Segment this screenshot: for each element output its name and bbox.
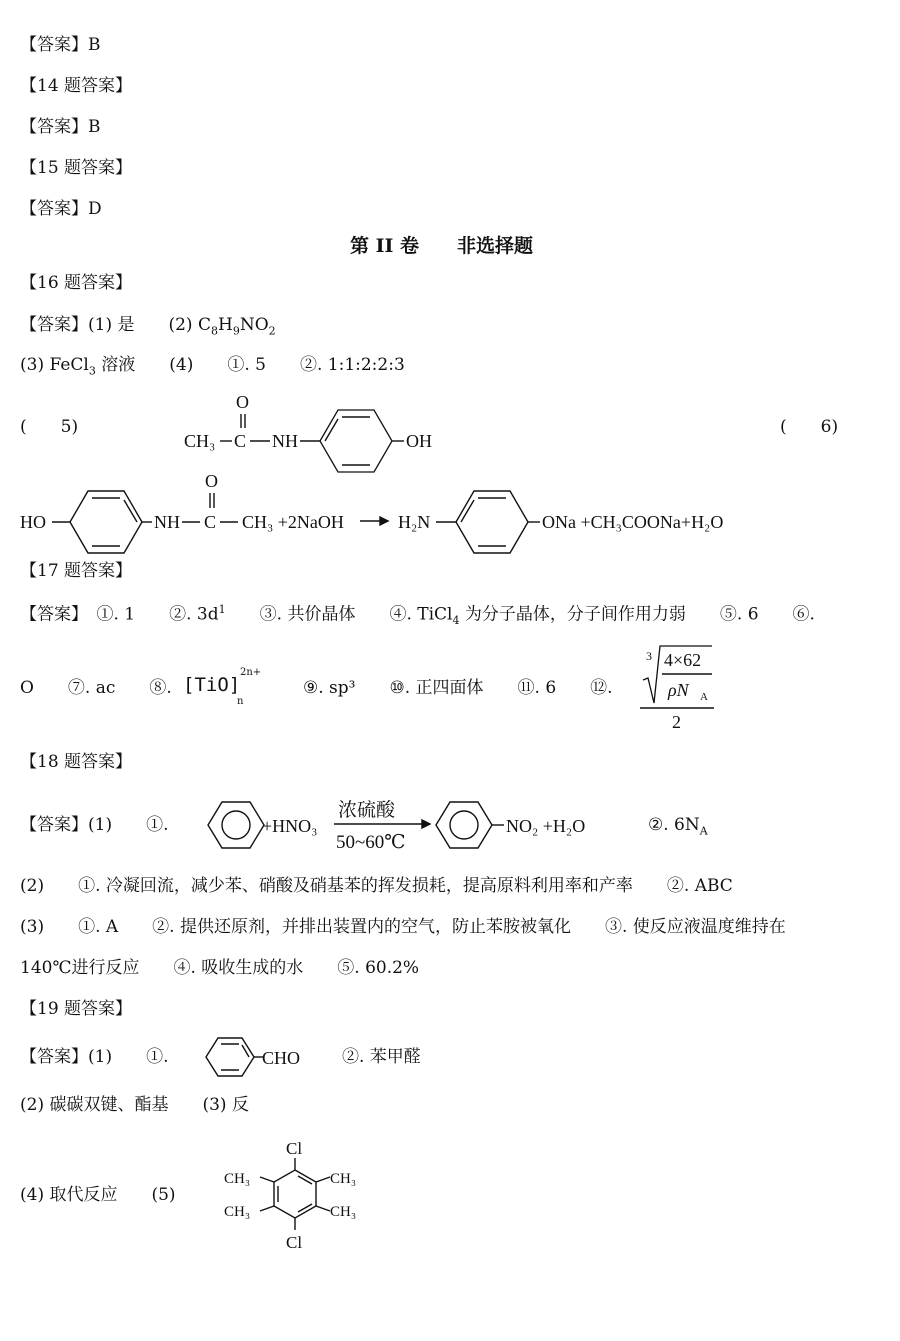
q19-answer-line-3: (4) 取代反应 (5) <box>20 1185 176 1205</box>
e6-ho: HO <box>20 512 46 532</box>
q19-answer-line-2: (2) 碳碳双键、酯基 (3) 反 <box>20 1095 249 1115</box>
q16-l1-s1: 8 <box>210 324 218 338</box>
q18-l1-tail-sub: A <box>699 824 708 838</box>
e6-h2n: H₂N <box>398 512 431 532</box>
q17-l1-b: ③. 共价晶体 ④. TiCl <box>225 604 453 625</box>
q16-l2-b: 溶液 (4) ①. 5 ②. 1:1:2:2:3 <box>95 355 405 375</box>
q17-l1-a: 【答案】 ①. 1 ②. 3d <box>20 604 219 625</box>
q17-answer-line-1 <box>20 604 815 626</box>
e6-c: C <box>204 512 217 532</box>
q18-l1-tail-text: ②. 6N <box>648 815 700 835</box>
q16-answer-line-2 <box>20 357 405 376</box>
s5-ch3: CH₃ <box>184 431 216 451</box>
q19-label-1: 【答案】(1) ①. <box>20 1047 169 1067</box>
q16-label-6: ( 6) <box>780 417 839 437</box>
question-header-18: 【18 题答案】 <box>20 752 133 772</box>
e6-nh: NH <box>154 512 180 532</box>
question-header-14: 【14 题答案】 <box>20 76 133 96</box>
q16-l1-s3: 2 <box>268 324 276 338</box>
s5-nh: NH <box>272 431 298 451</box>
s19-cl-top: Cl <box>286 1139 303 1158</box>
q19-benzaldehyde <box>200 1032 320 1082</box>
q16-l1-b: H <box>217 315 233 335</box>
e6-ch3: CH₃ +2NaOH <box>242 512 344 532</box>
q17-answer-line-2a: O ⑦. ac ⑧. <box>20 678 172 698</box>
question-header-15: 【15 题答案】 <box>20 158 133 178</box>
q17-tio-sup: 2n+ <box>240 667 262 678</box>
s19-ch3-tr: CH₃ <box>330 1171 357 1187</box>
question-header-16: 【16 题答案】 <box>20 273 133 293</box>
frac-rho: ρN <box>668 680 689 700</box>
q16-l1-s2: 9 <box>232 324 240 338</box>
q17-tio-formula <box>183 676 240 695</box>
q18-label-1: 【答案】(1) ①. <box>20 815 169 835</box>
q17-l1-c: 为分子晶体，分子间作用力弱 ⑤. 6 ⑥. <box>459 604 815 625</box>
q19-structure-5 <box>220 1134 370 1259</box>
answer-line-14: 【答案】B <box>20 117 101 137</box>
eq18-hno3: +HNO₃ <box>262 816 318 836</box>
q17-tio-sub: n <box>237 696 244 707</box>
q16-l1-a: 【答案】(1) 是 (2) C <box>20 315 211 335</box>
question-header-19: 【19 题答案】 <box>20 999 133 1019</box>
s19-ch3-tl: CH₃ <box>224 1171 251 1187</box>
question-header-17: 【17 题答案】 <box>20 561 133 581</box>
q16-answer-line-1 <box>20 317 276 336</box>
s19-ch3-bl: CH₃ <box>224 1204 251 1220</box>
q18-answer-line-2: (2) ①. 冷凝回流，减少苯、硝酸及硝基苯的挥发损耗，提高原料利用率和产率 ②. ABC <box>20 876 733 896</box>
q16-equation-6 <box>20 465 780 555</box>
q18-answer-line-3: (3) ①. A ②. 提供还原剂，并排出装置内的空气，防止苯胺被氧化 ③. 使反应液温度维持在 <box>20 917 786 937</box>
e6-o: O <box>205 471 218 491</box>
eq18-cond-top: 浓硫酸 <box>338 800 396 821</box>
s19-ch3-br: CH₃ <box>330 1204 357 1220</box>
s19-cl-bottom: Cl <box>286 1233 303 1252</box>
q19-l1-tail: ②. 苯甲醛 <box>342 1047 421 1067</box>
q17-answer-line-2b: ⑨. sp³ ⑩. 正四面体 ⑪. 6 ⑫. <box>303 678 613 698</box>
q17-l1-sup: 1 <box>218 603 226 616</box>
s5-c: C <box>234 431 247 451</box>
q17-fraction-12 <box>640 640 730 735</box>
q16-l1-c: NO <box>239 315 269 335</box>
frac-a: A <box>700 691 708 703</box>
q16-structure-5 <box>180 388 460 468</box>
q18-l1-tail <box>648 817 708 836</box>
answer-line-13: 【答案】B <box>20 35 101 55</box>
eq18-cond-bottom: 50~60℃ <box>336 832 406 853</box>
s5-oh: OH <box>406 431 432 451</box>
e6-prod: ONa +CH₃COONa+H₂O <box>542 512 724 532</box>
q19-cho: CHO <box>262 1048 301 1068</box>
q16-l2-s: 3 <box>88 364 96 378</box>
q18-answer-line-4: 140℃进行反应 ④. 吸收生成的水 ⑤. 60.2% <box>20 958 420 978</box>
q17-l1-s: 4 <box>452 614 460 628</box>
q17-tio: [TiO] <box>183 674 241 696</box>
frac-den: 2 <box>672 712 681 732</box>
frac-num: 4×62 <box>664 650 702 670</box>
s5-o: O <box>236 392 249 412</box>
section-title: 第 II 卷 非选择题 <box>350 235 534 257</box>
answer-line-15: 【答案】D <box>20 199 102 219</box>
q16-l2-a: (3) FeCl <box>20 355 89 375</box>
eq18-no2: NO₂ +H₂O <box>506 816 586 836</box>
q16-label-5: ( 5) <box>20 417 79 437</box>
frac-root-index: 3 <box>646 649 652 663</box>
